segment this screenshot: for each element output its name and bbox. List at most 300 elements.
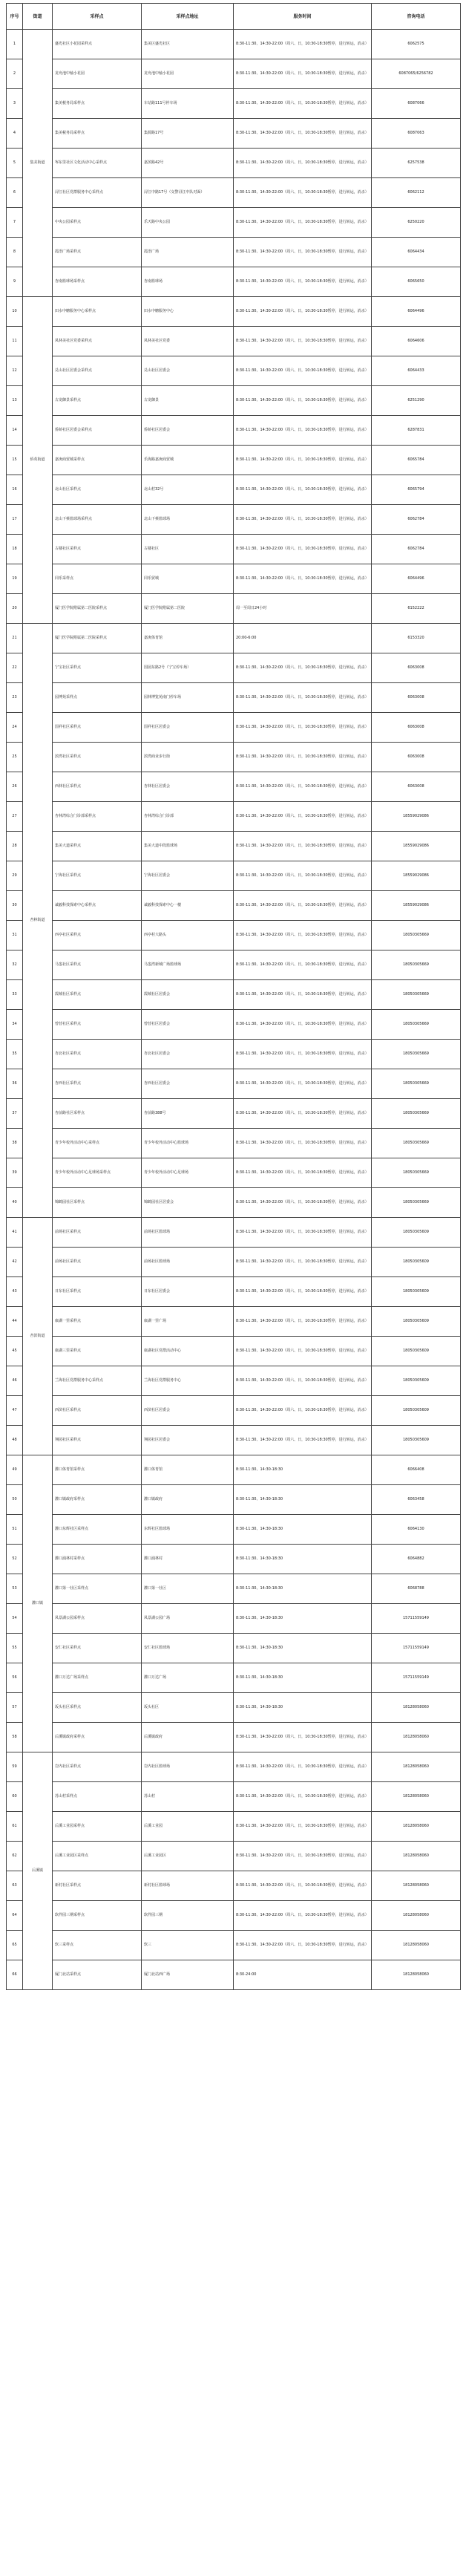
table-row bbox=[7, 564, 461, 594]
consult-phone: 6062575 bbox=[372, 30, 461, 59]
service-time: 8:30-11:30、14:30-22:00（周六、日，10:30-18:30暂停，进行转运，消杀） bbox=[234, 1307, 372, 1337]
table-row bbox=[7, 535, 461, 564]
service-time: 8:30-11:30、14:30-22:00（周六、日，10:30-18:30暂停，进行转运，消杀） bbox=[234, 1010, 372, 1040]
sampling-site: 马銮社区采样点 bbox=[53, 950, 142, 980]
consult-phone: 18128058060 bbox=[372, 1693, 461, 1723]
service-time: 8:30-11:30、14:30-18:30 bbox=[234, 1604, 372, 1634]
consult-phone: 18050305609 bbox=[372, 1396, 461, 1426]
table-row bbox=[7, 1069, 461, 1099]
consult-phone: 15711559149 bbox=[372, 1663, 461, 1693]
consult-phone: 18050305669 bbox=[372, 1010, 461, 1040]
service-time: 8:30-11:30、14:30-22:00（周六、日，10:30-18:30暂停，进行转运，消杀） bbox=[234, 1158, 372, 1188]
service-time: 8:30-11:30、14:30-22:00（周六、日，10:30-18:30暂停，进行转运，消杀） bbox=[234, 802, 372, 832]
table-row bbox=[7, 89, 461, 119]
service-time: 8:30-11:30、14:30-22:00（周六、日，10:30-18:30暂停，进行转运，消杀） bbox=[234, 743, 372, 772]
sampling-site: 集美税务局采样点 bbox=[53, 119, 142, 149]
site-address: 集美大道中段篮球场 bbox=[142, 832, 234, 861]
site-address: 国祥社区居委会 bbox=[142, 713, 234, 743]
table-row bbox=[7, 297, 461, 327]
sampling-site: 前场社区采样点 bbox=[53, 1218, 142, 1248]
service-time: 8:30-11:30、14:30-22:00（周六、日，10:30-18:30暂停，进行转运，消杀） bbox=[234, 446, 372, 475]
service-time: 8:30-11:30、14:30-22:00（周六、日，10:30-18:30暂停，进行转运，消杀） bbox=[234, 475, 372, 505]
row-number: 57 bbox=[7, 1693, 23, 1723]
site-address: 杏林社区居委会 bbox=[142, 772, 234, 802]
service-time: 8:30-11:30、14:30-22:00（周六、日，10:30-18:30暂停，进行转运，消杀） bbox=[234, 535, 372, 564]
row-number: 42 bbox=[7, 1248, 23, 1277]
service-time: 8:30-11:30、14:30-22:00（周六、日，10:30-18:30暂停，进行转运，消杀） bbox=[234, 1723, 372, 1752]
consult-phone: 18050305609 bbox=[372, 1426, 461, 1455]
service-time: 8:30-11:30、14:30-18:30 bbox=[234, 1663, 372, 1693]
service-time: 8:30-11:30、14:30-22:00（周六、日，10:30-18:30暂停，进行转运，消杀） bbox=[234, 683, 372, 713]
sampling-site: 后溪工业园区采样点 bbox=[53, 1842, 142, 1871]
service-time: 8:30-11:30、14:30-22:00（周六、日，10:30-18:30暂停，进行转运，消杀） bbox=[234, 1069, 372, 1099]
row-number: 33 bbox=[7, 980, 23, 1010]
consult-phone: 6065784 bbox=[372, 446, 461, 475]
service-time: 8:30-11:30、14:30-22:00（周六、日，10:30-18:30暂停，进行转运，消杀） bbox=[234, 950, 372, 980]
sampling-site: 中央公园采样点 bbox=[53, 208, 142, 238]
sampling-site: 岩内社区采样点 bbox=[53, 1752, 142, 1782]
street-name: 杏滨街道 bbox=[23, 1218, 53, 1455]
service-time: 8:30-11:30、14:30-22:00（周六、日，10:30-18:30暂停，进行转运，消杀） bbox=[234, 1188, 372, 1218]
service-time: 8:30-11:30、14:30-22:00（周六、日，10:30-18:30暂停，进行转运，消杀） bbox=[234, 980, 372, 1010]
row-number: 14 bbox=[7, 416, 23, 446]
sampling-site: 滨湾社区采样点 bbox=[53, 743, 142, 772]
site-address: 国园东路2号（宁宝停车场） bbox=[142, 653, 234, 683]
sampling-site: 灌口体育馆采样点 bbox=[53, 1455, 142, 1485]
service-time: 8:30-11:30、14:30-22:00（周六、日，10:30-18:30暂停，进行转运，消杀） bbox=[234, 772, 372, 802]
consult-phone: 18128058060 bbox=[372, 1901, 461, 1931]
consult-phone: 18050305669 bbox=[372, 921, 461, 950]
header-site: 采样点 bbox=[53, 4, 142, 30]
site-address: 青少年校外活动中心足球场 bbox=[142, 1158, 234, 1188]
site-address: 日东社区居委会 bbox=[142, 1277, 234, 1307]
sampling-site: 诚毅科技探索中心采样点 bbox=[53, 891, 142, 921]
row-number: 28 bbox=[7, 832, 23, 861]
service-time: 8:30-11:30、14:30-22:00（周六、日，10:30-18:30暂停，进行转运，消杀） bbox=[234, 89, 372, 119]
sampling-site: 新村社区采样点 bbox=[53, 1871, 142, 1901]
table-row bbox=[7, 1396, 461, 1426]
table-header-row bbox=[7, 4, 461, 30]
sampling-site: 灌口浦林村采样点 bbox=[53, 1545, 142, 1574]
row-number: 53 bbox=[7, 1574, 23, 1604]
consult-phone: 6087066 bbox=[372, 89, 461, 119]
consult-phone: 6065650 bbox=[372, 267, 461, 297]
service-time: 8:30-11:30、14:30-22:00（周六、日，10:30-18:30暂停，进行转运，消杀） bbox=[234, 1426, 372, 1455]
consult-phone: 6064130 bbox=[372, 1515, 461, 1545]
table-row bbox=[7, 1634, 461, 1663]
row-number: 36 bbox=[7, 1069, 23, 1099]
consult-phone: 18128058060 bbox=[372, 1782, 461, 1812]
sampling-site: 厦门医学院附属第二医院采样点 bbox=[53, 594, 142, 624]
consult-phone: 18050305669 bbox=[372, 1069, 461, 1099]
table-row bbox=[7, 891, 461, 921]
site-address: 马銮湾新城广场篮球场 bbox=[142, 950, 234, 980]
site-address: 园林博览苑南门停车场 bbox=[142, 683, 234, 713]
site-address: 兰海社区党群服务中心 bbox=[142, 1366, 234, 1396]
site-address: 前场社区篮球场 bbox=[142, 1248, 234, 1277]
consult-phone: 6063008 bbox=[372, 772, 461, 802]
service-time: 8:30-11:30、14:30-22:00（周六、日，10:30-18:30暂停，进行转运，消杀） bbox=[234, 1040, 372, 1069]
consult-phone: 6062784 bbox=[372, 535, 461, 564]
sampling-site: 北山下蔡篮球场采样点 bbox=[53, 505, 142, 535]
consult-phone: 18050305609 bbox=[372, 1337, 461, 1366]
table-row bbox=[7, 861, 461, 891]
site-address: 车站路111号停车场 bbox=[142, 89, 234, 119]
table-row bbox=[7, 1812, 461, 1842]
row-number: 48 bbox=[7, 1426, 23, 1455]
table-row bbox=[7, 1010, 461, 1040]
sampling-site: 霞浯广场采样点 bbox=[53, 238, 142, 267]
service-time: 8:30-11:30、14:30-22:00（周六、日，10:30-18:30暂停，进行转运，消杀） bbox=[234, 327, 372, 356]
consult-phone: 18128058060 bbox=[372, 1931, 461, 1960]
table-row bbox=[7, 178, 461, 208]
service-time: 8:30-11:30、14:30-22:00（周六、日，10:30-18:30暂停，进行转运，消杀） bbox=[234, 505, 372, 535]
table-row bbox=[7, 772, 461, 802]
row-number: 58 bbox=[7, 1723, 23, 1752]
row-number: 23 bbox=[7, 683, 23, 713]
table-row bbox=[7, 1337, 461, 1366]
service-time: 8:30-11:30、14:30-22:00（周六、日，10:30-18:30暂停，进行转运，消杀） bbox=[234, 1752, 372, 1782]
consult-phone: 6064434 bbox=[372, 238, 461, 267]
row-number: 16 bbox=[7, 475, 23, 505]
sampling-site: 岑东里社区文化活动中心采样点 bbox=[53, 149, 142, 178]
row-number: 25 bbox=[7, 743, 23, 772]
row-number: 41 bbox=[7, 1218, 23, 1248]
header-street: 街道 bbox=[23, 4, 53, 30]
sampling-site: 凤景湖公园采样点 bbox=[53, 1604, 142, 1634]
service-time: 8:30-11:30、14:30-22:00（周六、日，10:30-18:30暂停，进行转运，消杀） bbox=[234, 1901, 372, 1931]
sampling-site: 锦鹤园社区采样点 bbox=[53, 1188, 142, 1218]
table-row bbox=[7, 208, 461, 238]
row-number: 13 bbox=[7, 386, 23, 416]
sampling-site: 凤林美社区党委采样点 bbox=[53, 327, 142, 356]
table-row bbox=[7, 683, 461, 713]
site-address: 集源路17号 bbox=[142, 119, 234, 149]
row-number: 6 bbox=[7, 178, 23, 208]
sampling-site: 同乐采样点 bbox=[53, 564, 142, 594]
table-row bbox=[7, 980, 461, 1010]
row-number: 45 bbox=[7, 1337, 23, 1366]
consult-phone: 6062112 bbox=[372, 178, 461, 208]
service-time: 8:30-11:30、14:30-18:30 bbox=[234, 1693, 372, 1723]
site-address: 杏南篮球场 bbox=[142, 267, 234, 297]
row-number: 20 bbox=[7, 594, 23, 624]
service-time: 8:30-11:30、14:30-22:00（周六、日，10:30-18:30暂停，进行转运，消杀） bbox=[234, 30, 372, 59]
sampling-sites-table bbox=[6, 3, 461, 1990]
service-time: 8:30-11:30、14:30-22:00（周六、日，10:30-18:30暂停，进行转运，消杀） bbox=[234, 356, 372, 386]
sampling-site: 厦门北站采样点 bbox=[53, 1960, 142, 1990]
table-row bbox=[7, 1099, 461, 1129]
consult-phone: 18559029086 bbox=[372, 891, 461, 921]
consult-phone: 6063458 bbox=[372, 1485, 461, 1515]
table-row bbox=[7, 1188, 461, 1218]
site-address: 苏山村 bbox=[142, 1782, 234, 1812]
row-number: 19 bbox=[7, 564, 23, 594]
sampling-site: 西滨社区采样点 bbox=[53, 1396, 142, 1426]
street-name: 后溪镇 bbox=[23, 1752, 53, 1990]
row-number: 40 bbox=[7, 1188, 23, 1218]
row-number: 1 bbox=[7, 30, 23, 59]
site-address: 康湖社区党群活动中心 bbox=[142, 1337, 234, 1366]
row-number: 49 bbox=[7, 1455, 23, 1485]
row-number: 65 bbox=[7, 1931, 23, 1960]
service-time: 20:00-6:00 bbox=[234, 624, 372, 653]
table-row bbox=[7, 594, 461, 624]
sampling-site: 杏南篮球场采样点 bbox=[53, 267, 142, 297]
consult-phone: 6066408 bbox=[372, 1455, 461, 1485]
site-address: 厦门医学院附属第二医院 bbox=[142, 594, 234, 624]
consult-phone: 18050305669 bbox=[372, 1099, 461, 1129]
row-number: 54 bbox=[7, 1604, 23, 1634]
table-row bbox=[7, 416, 461, 446]
consult-phone: 18050305669 bbox=[372, 1188, 461, 1218]
sampling-site: 嘉庚商贸城采样点 bbox=[53, 446, 142, 475]
row-number: 44 bbox=[7, 1307, 23, 1337]
site-address: 后溪工业园区 bbox=[142, 1842, 234, 1871]
row-number: 34 bbox=[7, 1010, 23, 1040]
table-row bbox=[7, 1842, 461, 1871]
service-time: 8:30-24:00 bbox=[234, 1960, 372, 1990]
site-address: 后溪工业园 bbox=[142, 1812, 234, 1842]
service-time: 8:30-11:30、14:30-22:00（周六、日，10:30-18:30暂停，进行转运，消杀） bbox=[234, 1842, 372, 1871]
table-row bbox=[7, 505, 461, 535]
row-number: 62 bbox=[7, 1842, 23, 1871]
consult-phone: 18050305609 bbox=[372, 1277, 461, 1307]
table-row bbox=[7, 713, 461, 743]
row-number: 39 bbox=[7, 1158, 23, 1188]
table-row bbox=[7, 1574, 461, 1604]
site-address: 古龙御景 bbox=[142, 386, 234, 416]
site-address: 前场社区篮球场 bbox=[142, 1218, 234, 1248]
service-time: 8:30-11:30、14:30-22:00（周六、日，10:30-18:30暂停，进行转运，消杀） bbox=[234, 1248, 372, 1277]
row-number: 47 bbox=[7, 1396, 23, 1426]
service-time: 8:30-11:30、14:30-22:00（周六、日，10:30-18:30暂停，进行转运，消杀） bbox=[234, 1277, 372, 1307]
sampling-site: 兑山社区居委会采样点 bbox=[53, 356, 142, 386]
service-time: 8:30-11:30、14:30-22:00（周六、日，10:30-18:30暂停，进行转运，消杀） bbox=[234, 891, 372, 921]
table-row bbox=[7, 1485, 461, 1515]
service-time: 8:30-11:30、14:30-18:30 bbox=[234, 1634, 372, 1663]
service-time: 8:30-11:30、14:30-22:00（周六、日，10:30-18:30暂停，进行转运，消杀） bbox=[234, 564, 372, 594]
sampling-site: 北山社区采样点 bbox=[53, 475, 142, 505]
service-time: 8:30-11:30、14:30-22:00（周六、日，10:30-18:30暂停，进行转运，消杀） bbox=[234, 149, 372, 178]
sampling-site: 后溪镇政府采样点 bbox=[53, 1723, 142, 1752]
row-number: 17 bbox=[7, 505, 23, 535]
service-time: 8:30-11:30、14:30-22:00（周六、日，10:30-18:30暂停，进行转运，消杀） bbox=[234, 1782, 372, 1812]
site-address: 灌口万达广场 bbox=[142, 1663, 234, 1693]
sampling-site: 日东社区采样点 bbox=[53, 1277, 142, 1307]
consult-phone: 18128058060 bbox=[372, 1960, 461, 1990]
sampling-site: 盛光社区小花园采样点 bbox=[53, 30, 142, 59]
table-row bbox=[7, 149, 461, 178]
site-address: 侨龄社区居委会 bbox=[142, 416, 234, 446]
row-number: 61 bbox=[7, 1812, 23, 1842]
row-number: 43 bbox=[7, 1277, 23, 1307]
table-row bbox=[7, 743, 461, 772]
site-address: 软件园三期 bbox=[142, 1901, 234, 1931]
consult-phone: 6064606 bbox=[372, 327, 461, 356]
consult-phone: 18559029086 bbox=[372, 802, 461, 832]
table-row bbox=[7, 624, 461, 653]
service-time: 8:30-11:30、14:30-22:00（周六、日，10:30-18:30暂停，进行转运，消杀） bbox=[234, 861, 372, 891]
row-number: 9 bbox=[7, 267, 23, 297]
service-time: 8:30-11:30、14:30-18:30 bbox=[234, 1515, 372, 1545]
sampling-site: 国祥社区采样点 bbox=[53, 713, 142, 743]
site-address: 霞浯广场 bbox=[142, 238, 234, 267]
site-address: 乐天路中央公园 bbox=[142, 208, 234, 238]
consult-phone: 6287831 bbox=[372, 416, 461, 446]
table-row bbox=[7, 475, 461, 505]
consult-phone: 6062784 bbox=[372, 505, 461, 535]
service-time: 8:30-11:30、14:30-22:00（周六、日，10:30-18:30暂停，进行转运，消杀） bbox=[234, 59, 372, 89]
service-time: 周一至周日24小时 bbox=[234, 594, 372, 624]
row-number: 11 bbox=[7, 327, 23, 356]
consult-phone: 6065794 bbox=[372, 475, 461, 505]
consult-phone: 18050305609 bbox=[372, 1366, 461, 1396]
sampling-site: 曾营社区采样点 bbox=[53, 1010, 142, 1040]
consult-phone: 6064496 bbox=[372, 297, 461, 327]
sampling-site: 兰海社区党群服务中心采样点 bbox=[53, 1366, 142, 1396]
table-body bbox=[7, 30, 461, 1990]
sampling-site: 宁宝社区采样点 bbox=[53, 653, 142, 683]
row-number: 64 bbox=[7, 1901, 23, 1931]
service-time: 8:30-11:30、14:30-22:00（周六、日，10:30-18:30暂停，进行转运，消杀） bbox=[234, 832, 372, 861]
site-address: 杏北社区居委会 bbox=[142, 1040, 234, 1069]
sampling-site: 灌口万达广场采样点 bbox=[53, 1663, 142, 1693]
site-address: 凤景湖公园广场 bbox=[142, 1604, 234, 1634]
table-row bbox=[7, 1277, 461, 1307]
header-address: 采样点地址 bbox=[142, 4, 234, 30]
consult-phone: 18050305669 bbox=[372, 1158, 461, 1188]
table-row bbox=[7, 802, 461, 832]
site-address: 灌口浦林村 bbox=[142, 1545, 234, 1574]
row-number: 30 bbox=[7, 891, 23, 921]
consult-phone: 18050305609 bbox=[372, 1307, 461, 1337]
consult-phone: 18559029086 bbox=[372, 861, 461, 891]
service-time: 8:30-11:30、14:30-18:30 bbox=[234, 1455, 372, 1485]
row-number: 52 bbox=[7, 1545, 23, 1574]
consult-phone: 6250220 bbox=[372, 208, 461, 238]
row-number: 27 bbox=[7, 802, 23, 832]
site-address: 青少年校外活动中心篮球场 bbox=[142, 1129, 234, 1158]
sampling-site: 青少年校外活动中心足球场采样点 bbox=[53, 1158, 142, 1188]
sampling-site: 杏林湾综合门诊部采样点 bbox=[53, 802, 142, 832]
site-address: 锦鹤园社区居委会 bbox=[142, 1188, 234, 1218]
consult-phone: 6068788 bbox=[372, 1574, 461, 1604]
consult-phone: 6251290 bbox=[372, 386, 461, 416]
street-name: 集美街道 bbox=[23, 30, 53, 297]
header-time: 服务时间 bbox=[234, 4, 372, 30]
table-row bbox=[7, 1455, 461, 1485]
consult-phone: 18050305669 bbox=[372, 950, 461, 980]
table-row bbox=[7, 1604, 461, 1634]
street-name: 杏林街道 bbox=[23, 624, 53, 1218]
site-address: 集美区盛光社区 bbox=[142, 30, 234, 59]
site-address: 岩内社区篮球场 bbox=[142, 1752, 234, 1782]
consult-phone: 18559029086 bbox=[372, 832, 461, 861]
table-row bbox=[7, 1960, 461, 1990]
site-address: 后溪镇政府 bbox=[142, 1723, 234, 1752]
row-number: 29 bbox=[7, 861, 23, 891]
site-address: 浔江中路17号（交警浔江中队对面） bbox=[142, 178, 234, 208]
sampling-site: 康湖一里采样点 bbox=[53, 1307, 142, 1337]
service-time: 8:30-11:30、14:30-22:00（周六、日，10:30-18:30暂停，进行转运，消杀） bbox=[234, 238, 372, 267]
sampling-site: 苏山村采样点 bbox=[53, 1782, 142, 1812]
site-address: 霞城社区居委会 bbox=[142, 980, 234, 1010]
site-address: 翔园社区居委会 bbox=[142, 1426, 234, 1455]
table-row bbox=[7, 921, 461, 950]
consult-phone: 18128058060 bbox=[372, 1842, 461, 1871]
service-time: 8:30-11:30、14:30-22:00（周六、日，10:30-18:30暂停，进行转运，消杀） bbox=[234, 1396, 372, 1426]
sampling-site: 坂头社区采样点 bbox=[53, 1693, 142, 1723]
row-number: 24 bbox=[7, 713, 23, 743]
table-row bbox=[7, 1129, 461, 1158]
site-address: 兑山社区居委会 bbox=[142, 356, 234, 386]
consult-phone: 6064433 bbox=[372, 356, 461, 386]
consult-phone: 18128058060 bbox=[372, 1812, 461, 1842]
table-row bbox=[7, 1158, 461, 1188]
sampling-site: 前场社区采样点 bbox=[53, 1248, 142, 1277]
row-number: 5 bbox=[7, 149, 23, 178]
table-row bbox=[7, 653, 461, 683]
consult-phone: 18050305669 bbox=[372, 1040, 461, 1069]
site-address: 杏西社区居委会 bbox=[142, 1069, 234, 1099]
site-address: 同乐贸城 bbox=[142, 564, 234, 594]
site-address: 曾营社区居委会 bbox=[142, 1010, 234, 1040]
row-number: 32 bbox=[7, 950, 23, 980]
row-number: 46 bbox=[7, 1366, 23, 1396]
sampling-site: 古楼社区采样点 bbox=[53, 535, 142, 564]
consult-phone: 6063008 bbox=[372, 683, 461, 713]
row-number: 10 bbox=[7, 297, 23, 327]
service-time: 8:30-11:30、14:30-18:30 bbox=[234, 1574, 372, 1604]
consult-phone: 6153320 bbox=[372, 624, 461, 653]
consult-phone: 6064882 bbox=[372, 1545, 461, 1574]
consult-phone: 6063008 bbox=[372, 713, 461, 743]
service-time: 8:30-11:30、14:30-22:00（周六、日，10:30-18:30暂停，进行转运，消杀） bbox=[234, 386, 372, 416]
service-time: 8:30-11:30、14:30-22:00（周六、日，10:30-18:30暂停，进行转运，消杀） bbox=[234, 1366, 372, 1396]
table-row bbox=[7, 238, 461, 267]
table-row bbox=[7, 950, 461, 980]
table-row bbox=[7, 1426, 461, 1455]
consult-phone: 6257538 bbox=[372, 149, 461, 178]
table-row bbox=[7, 267, 461, 297]
site-address: 宁海社区居委会 bbox=[142, 861, 234, 891]
site-address: 杏前路388号 bbox=[142, 1099, 234, 1129]
site-address: 诚毅科技探索中心一楼 bbox=[142, 891, 234, 921]
sampling-site: 灌口镇政府采样点 bbox=[53, 1485, 142, 1515]
sampling-site: 杏北社区采样点 bbox=[53, 1040, 142, 1069]
row-number: 66 bbox=[7, 1960, 23, 1990]
table-row bbox=[7, 1752, 461, 1782]
site-address: 灌口体育馆 bbox=[142, 1455, 234, 1485]
consult-phone: 6087063 bbox=[372, 119, 461, 149]
row-number: 18 bbox=[7, 535, 23, 564]
site-address: 龙舟池中轴小花园 bbox=[142, 59, 234, 89]
site-address: 嘉滨路42号 bbox=[142, 149, 234, 178]
header-phone: 咨询电话 bbox=[372, 4, 461, 30]
row-number: 3 bbox=[7, 89, 23, 119]
sampling-site: 灌口第一社区采样点 bbox=[53, 1574, 142, 1604]
sampling-site: 安仁社区采样点 bbox=[53, 1634, 142, 1663]
consult-phone: 18128058060 bbox=[372, 1871, 461, 1901]
service-time: 8:30-11:30、14:30-22:00（周六、日，10:30-18:30暂停，进行转运，消杀） bbox=[234, 1871, 372, 1901]
row-number: 21 bbox=[7, 624, 23, 653]
consult-phone: 18128058060 bbox=[372, 1723, 461, 1752]
row-number: 8 bbox=[7, 238, 23, 267]
table-row bbox=[7, 832, 461, 861]
sampling-site: 软件园三期采样点 bbox=[53, 1901, 142, 1931]
row-number: 35 bbox=[7, 1040, 23, 1069]
